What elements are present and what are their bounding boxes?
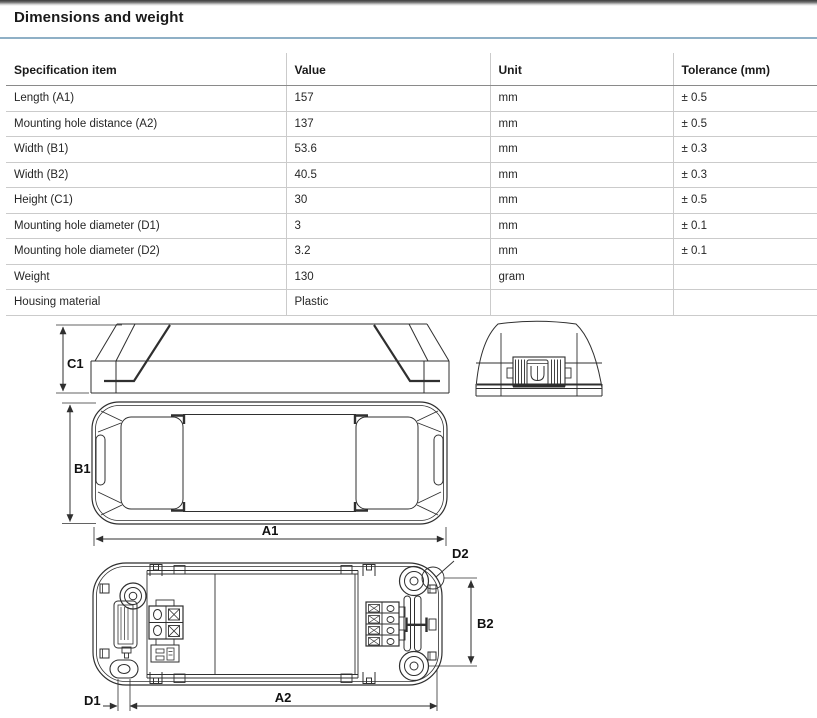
cell-value: 53.6 (286, 137, 490, 163)
cell-tolerance: ± 0.3 (673, 162, 817, 188)
cell-value: 3 (286, 213, 490, 239)
cell-tolerance: ± 0.5 (673, 188, 817, 214)
end-view-drawing (476, 321, 602, 396)
col-header-tolerance: Tolerance (mm) (673, 53, 817, 86)
cell-item: Length (A1) (6, 86, 286, 112)
cell-tolerance: ± 0.5 (673, 111, 817, 137)
dim-label-d2: D2 (452, 546, 469, 561)
dim-label-b2: B2 (477, 616, 494, 631)
bottom-view-drawing (84, 546, 494, 711)
cell-tolerance: ± 0.5 (673, 86, 817, 112)
col-header-value: Value (286, 53, 490, 86)
cell-unit: gram (490, 264, 673, 290)
cell-tolerance: ± 0.1 (673, 213, 817, 239)
cell-tolerance: ± 0.3 (673, 137, 817, 163)
dimension-d2 (436, 546, 469, 577)
dim-label-a2: A2 (274, 690, 292, 705)
side-slot-left (96, 435, 105, 485)
col-header-specification-item: Specification item (6, 53, 286, 86)
cell-unit: mm (490, 111, 673, 137)
cell-unit: mm (490, 213, 673, 239)
dim-label-c1: C1 (67, 356, 84, 371)
cell-unit: mm (490, 188, 673, 214)
dimension-d1 (84, 679, 130, 711)
cell-unit: mm (490, 86, 673, 112)
cell-tolerance: ± 0.1 (673, 239, 817, 265)
side-slot-right (434, 435, 443, 485)
dimension-a2 (130, 670, 437, 711)
cell-item: Weight (6, 264, 286, 290)
dim-label-b1: B1 (74, 461, 91, 476)
terminal-block-right (366, 602, 405, 646)
cell-item: Mounting hole diameter (D1) (6, 213, 286, 239)
cell-item: Width (B2) (6, 162, 286, 188)
section-title: Dimensions and weight (14, 9, 184, 26)
dim-label-d1: D1 (84, 693, 101, 708)
cell-item: Mounting hole diameter (D2) (6, 239, 286, 265)
dim-label-a1: A1 (261, 523, 279, 538)
cable-clamp-connector (507, 357, 571, 387)
dimension-c1 (56, 325, 122, 393)
cell-value: 3.2 (286, 239, 490, 265)
dip-switch-block (151, 645, 179, 662)
cell-unit: mm (490, 137, 673, 163)
side-view-drawing (56, 324, 449, 393)
top-view-drawing (62, 402, 447, 546)
dimension-a1 (94, 523, 446, 546)
cell-value: 40.5 (286, 162, 490, 188)
cell-item: Height (C1) (6, 188, 286, 214)
cell-unit: mm (490, 162, 673, 188)
terminal-block-left (149, 600, 183, 645)
mounting-boss-bottom-right (400, 652, 429, 681)
keyhole-slot (110, 660, 138, 678)
cell-value: 130 (286, 264, 490, 290)
cell-item: Width (B1) (6, 137, 286, 163)
dimension-b1 (62, 403, 96, 524)
cell-value: Plastic (286, 290, 490, 316)
cell-value: 137 (286, 111, 490, 137)
cell-item: Housing material (6, 290, 286, 316)
cell-item: Mounting hole distance (A2) (6, 111, 286, 137)
cell-value: 157 (286, 86, 490, 112)
cell-unit: mm (490, 239, 673, 265)
col-header-unit: Unit (490, 53, 673, 86)
cell-value: 30 (286, 188, 490, 214)
